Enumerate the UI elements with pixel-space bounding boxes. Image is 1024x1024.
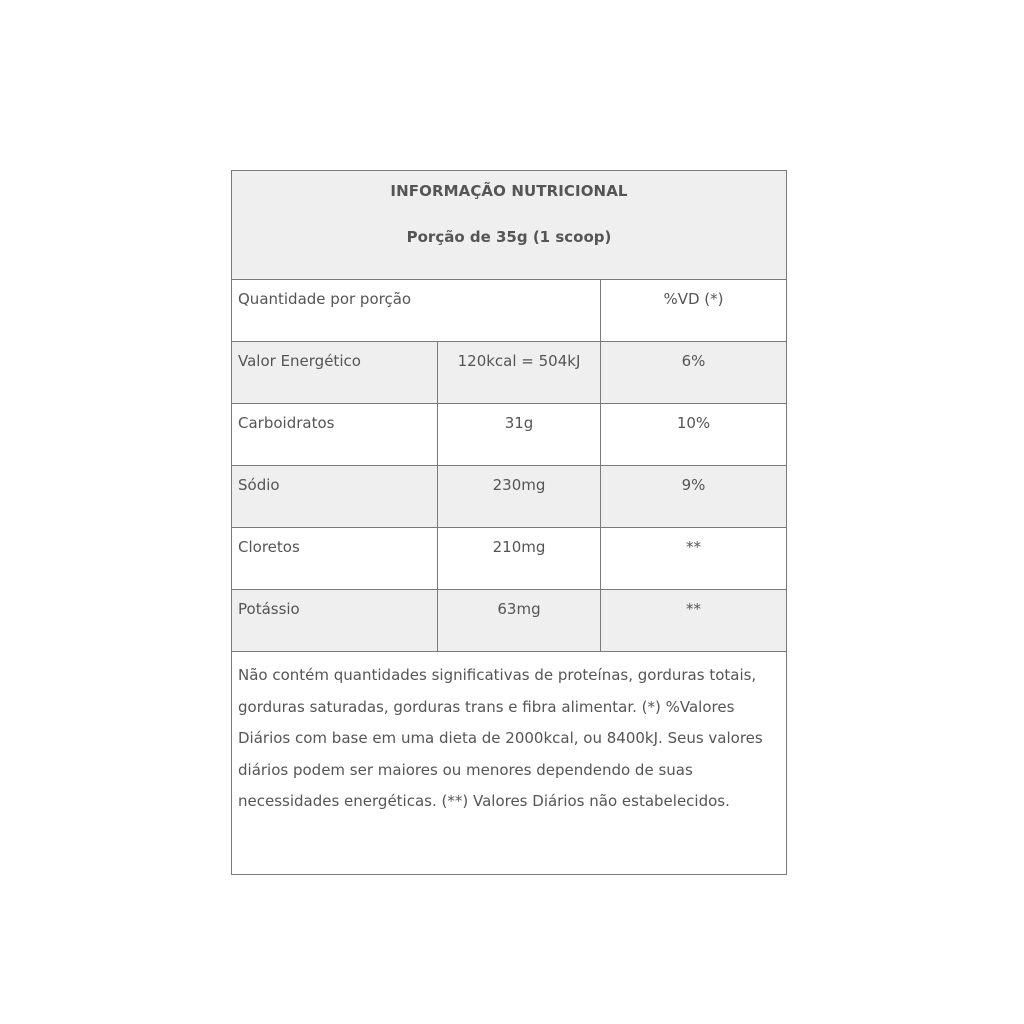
nutrient-amount: 31g [438, 404, 601, 466]
vd-header: %VD (*) [601, 280, 787, 342]
nutrition-facts-table [231, 170, 787, 875]
table-row [232, 590, 787, 652]
table-title: INFORMAÇÃO NUTRICIONAL [390, 182, 628, 200]
nutrient-vd: 10% [601, 404, 787, 466]
nutrient-vd: 6% [601, 342, 787, 404]
column-header-row [232, 280, 787, 342]
nutrient-name: Carboidratos [232, 404, 438, 466]
table-row [232, 342, 787, 404]
nutrient-name: Potássio [232, 590, 438, 652]
footnote-text: Não contém quantidades significativas de proteínas, gorduras totais, gorduras saturadas, gorduras trans e fibra alimentar. (*) %Valores Diários com base em uma dieta de 2000kcal, ou 8400kJ. Seus valores diários podem ser maiores ou menores dependendo de suas necessidades energéticas. (**) Valores Diários não estabelecidos. [232, 652, 787, 875]
table-header-cell [232, 171, 787, 280]
nutrient-name: Cloretos [232, 528, 438, 590]
table-header-row [232, 171, 787, 280]
portion-size: Porção de 35g (1 scoop) [406, 228, 612, 246]
nutrient-vd: ** [601, 590, 787, 652]
table-row [232, 404, 787, 466]
quantity-header: Quantidade por porção [232, 280, 601, 342]
nutrient-amount: 63mg [438, 590, 601, 652]
table-row [232, 528, 787, 590]
nutrient-amount: 210mg [438, 528, 601, 590]
footnote-row [232, 652, 787, 875]
nutrient-amount: 120kcal = 504kJ [438, 342, 601, 404]
nutrient-name: Valor Energético [232, 342, 438, 404]
table-row [232, 466, 787, 528]
nutrient-name: Sódio [232, 466, 438, 528]
nutrient-amount: 230mg [438, 466, 601, 528]
nutrient-vd: ** [601, 528, 787, 590]
nutrient-vd: 9% [601, 466, 787, 528]
